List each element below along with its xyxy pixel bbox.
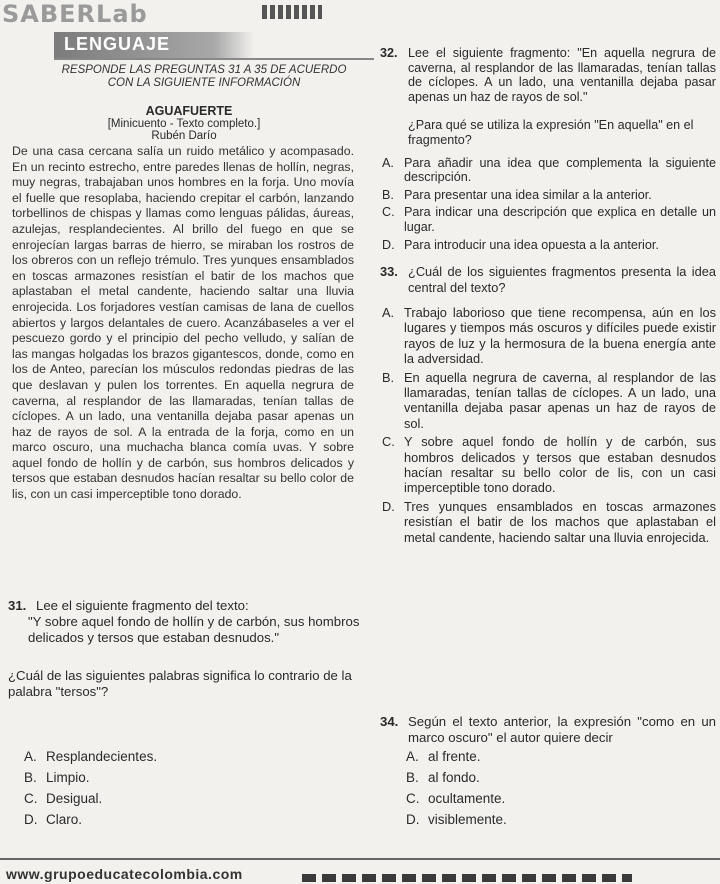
question-text: ¿Para qué se utiliza la expresión "En aquella" en el fragmento? bbox=[408, 118, 694, 147]
option-b[interactable]: B. En aquella negrura de caverna, al resplandor de las llamaradas, tenían tallas de cíclopes. A un lado, una ventanilla dejaba pasar apenas un haz de rayos de sol. bbox=[382, 369, 716, 431]
question-32-options bbox=[380, 156, 716, 253]
option-a[interactable]: A. Resplandecientes. bbox=[24, 749, 158, 764]
footer-decoration-bars bbox=[302, 874, 632, 882]
option-a[interactable]: A. al frente. bbox=[406, 749, 481, 764]
question-33 bbox=[380, 264, 716, 545]
option-b[interactable]: B. Limpio. bbox=[24, 770, 90, 785]
question-31 bbox=[8, 598, 368, 700]
question-31-options bbox=[22, 748, 157, 832]
saberlab-logo: SABERLab bbox=[2, 0, 148, 28]
section-divider bbox=[54, 58, 374, 60]
question-34-options bbox=[404, 748, 507, 832]
question-number: 32. bbox=[380, 46, 398, 60]
question-33-options bbox=[380, 305, 716, 545]
option-d[interactable]: D. visiblemente. bbox=[406, 812, 507, 827]
story-body: De una casa cercana salía un ruido metálico y acompasado. En un recinto estrecho, entre paredes llenas de hollín, negras, muy negras, trabajaban unos hombres en la forja. Uno movía el fuelle que resoplaba, haciendo crepitar el carbón, lanzando torbellinos de chispas y llamas como lenguas pálidas, áureas, azulejas, resplandecientes. Al brillo del fuego en que se enrojecían largas barras de hierro, se miraban los rostros de los obreros con un reflejo trémulo. Tres yunques ensamblados en toscas armazones resistían el batir de los machos que aplastaban el metal candente, haciendo saltar una lluvia enrojecida. Los forjadores vestían camisas de lana de cuellos abiertos y largos delantales de cuero. Acanzábaseles a ver el pescuezo gordo y el principio del pecho velludo, y salían de las mangas holgadas los brazos gigantescos, donde, como en los de Anteo, parecían los músculos redondas piedras de las que deslavan y pulen los torrentes. En aquella negrura de caverna, al resplandor de las llamaradas, tenían tallas de cíclopes. A un lado, una ventanilla dejaba pasar apenas un haz de rayos de sol. A la entrada de la forja, como en un marco oscuro, una muchacha blanca comía uvas. Y sobre aquel fondo de hollín y de carbón, sus hombros delicados y tersos que estaban desnudos hacían resaltar su bello color de lis, con un casi imperceptible tono dorado. bbox=[12, 144, 354, 502]
option-c[interactable]: C. Y sobre aquel fondo de hollín y de carbón, sus hombros delicados y tersos que estaban desnudos hacían resaltar su bello color de lis, con un casi imperceptible tono dorado. bbox=[382, 434, 716, 496]
question-text: ¿Cuál de las siguientes palabras significa lo contrario de la palabra "tersos"? bbox=[8, 668, 352, 699]
option-c[interactable]: C. ocultamente. bbox=[406, 791, 506, 806]
option-d[interactable]: D. Para introducir una idea opuesta a la anterior. bbox=[382, 237, 659, 252]
question-text: ¿Cuál de los siguientes fragmentos presenta la idea central del texto? bbox=[408, 264, 716, 295]
question-34 bbox=[380, 714, 716, 746]
story-title: AGUAFUERTE bbox=[145, 104, 233, 118]
questions-column bbox=[380, 46, 716, 548]
question-number: 33. bbox=[380, 264, 398, 280]
question-fragment: Lee el siguiente fragmento: "En aquella negrura de caverna, al resplandor de las llamaradas, tenían tallas de cíclopes. A un lado, una ventanilla dejaba pasar apenas un haz de rayos de sol." bbox=[408, 46, 716, 104]
footer-url[interactable]: www.grupoeducatecolombia.com bbox=[6, 866, 243, 882]
question-fragment: "Y sobre aquel fondo de hollín y de carbón, sus hombros delicados y tersos que estaban desnudos." bbox=[28, 614, 360, 645]
option-a[interactable]: A. Para añadir una idea que complementa la siguiente descripción. bbox=[382, 155, 716, 185]
instructions: RESPONDE LAS PREGUNTAS 31 A 35 DE ACUERDO CON LA SIGUIENTE INFORMACIÓN bbox=[61, 64, 347, 89]
question-text: Según el texto anterior, la expresión "como en un marco oscuro" el autor quiere decir bbox=[408, 714, 716, 745]
story-author: Rubén Darío bbox=[151, 130, 217, 142]
option-c[interactable]: C. Para indicar una descripción que explica en detalle un lugar. bbox=[382, 205, 716, 234]
section-banner: LENGUAJE bbox=[54, 32, 254, 58]
story-source: [Minicuento - Texto completo.] bbox=[107, 118, 261, 130]
option-d[interactable]: D. Claro. bbox=[24, 812, 83, 827]
question-intro: Lee el siguiente fragmento del texto: bbox=[36, 598, 249, 613]
question-number: 31. bbox=[8, 598, 27, 613]
option-d[interactable]: D. Tres yunques ensamblados en toscas armazones resistían el batir de los machos que aplastaban el metal candente, haciendo saltar una lluvia enrojecida. bbox=[382, 498, 716, 545]
option-b[interactable]: B. Para presentar una idea similar a la anterior. bbox=[382, 187, 652, 202]
question-32 bbox=[380, 46, 716, 252]
option-c[interactable]: C. Desigual. bbox=[24, 791, 103, 806]
option-a[interactable]: A. Trabajo laborioso que tiene recompensa, aún en los lugares y tiempos más oscuros y difíciles puede existir rayos de luz y la hermosura de la buena energía ante la adversidad. bbox=[382, 304, 716, 367]
logo-decoration-bars bbox=[262, 5, 322, 19]
question-number: 34. bbox=[380, 714, 399, 729]
option-b[interactable]: B. al fondo. bbox=[406, 770, 480, 785]
footer-divider bbox=[0, 858, 720, 860]
story-column bbox=[8, 104, 360, 503]
